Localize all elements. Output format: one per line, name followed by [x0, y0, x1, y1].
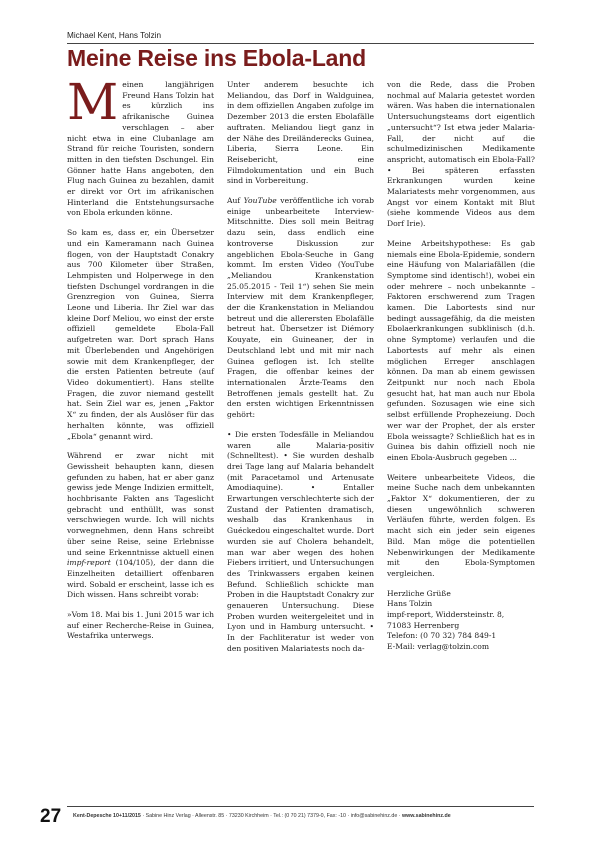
signature-line: 71083 Herrenberg: [387, 620, 460, 630]
dropcap: M: [67, 73, 119, 131]
quote-start-paragraph: »Vom 18. Mai bis 1. Juni 2015 war ich auf einer Recherche-Reise in Guinea, Westafrika unterwegs.: [67, 610, 214, 641]
column-1: [67, 73, 214, 651]
signature-line: Telefon: (0 70 32) 784 849-1: [387, 631, 497, 641]
paragraph: So kam es, dass er, ein Übersetzer und ein Kameramann nach Guinea flogen, von der Hauptstadt Conakry aus 700 Kilometer über Straßen, Lehmpisten und Holperwege in den tiefsten Dschungel vordrangen in die Grenzregion von Guinea, Sierra Leone und Liberia. Ihr Ziel war das kleine Dorf Meliou, wo einst der erste offiziell gemeldete Ebola-Fall aufgetreten war. Dort sprach Hans mit Überlebenden und Angehörigen sowie mit dem Krankenpfleger, der die ersten Patienten betreute (auf Video dokumentiert). Hans stellte Fragen, die zuvor niemand gestellt hat. Sein Ziel war es, jenen „Faktor X“ zu finden, der als Auslöser für das herhalten könnte, was offiziell „Ebola“ genannt wird.: [67, 228, 214, 441]
signature-line: E-Mail: verlag@tolzin.com: [387, 642, 490, 652]
footer-line: [73, 813, 451, 819]
publication-name: impf-report: [67, 558, 111, 568]
youtube-name: YouTube: [243, 196, 277, 206]
signature-block: [387, 589, 535, 653]
header-rule: [67, 43, 534, 44]
column-2: [227, 80, 374, 664]
column-3: [387, 80, 535, 653]
signature-line: Herzliche Grüße: [387, 588, 451, 598]
article-title: Meine Reise ins Ebola-Land: [67, 45, 366, 71]
signature-line: Hans Tolzin: [387, 599, 433, 609]
findings-paragraph: • Die ersten Todesfälle in Meliandou waren alle Malaria-positiv (Schnelltest). • Sie wurden deshalb drei Tage lang auf Malaria behandelt (mit Paracetamol und Artenusate Amodiaquine). • Entaller Erwartungen verschlechterte sich der Zustand der Patienten dramatisch, weshalb das Krankenhaus in Guéckedou eingeschaltet wurde. Dort wurden sie auf Cholera behandelt, man war aber wegen des hohen Fiebers irritiert, und Untersuchungen des Trinkwassers ergaben keinen Befund. Schließlich schickte man Proben in die Hauptstadt Conakry zur genaueren Untersuchung. Diese Proben wurden weitergeleitet und in Lyon und in Hamburg untersucht. • In der Fachliteratur ist weder von den positiven Malariatests noch da-: [227, 429, 374, 653]
publisher-details: · Sabine Hinz Verlag · Alleenstr. 85 · 73230 Kirchheim · Tel.: (0 70 21) 7379-0, Fax: -10 · info@sabinehinz.de ·: [140, 813, 403, 819]
page-number: 27: [40, 806, 62, 827]
authors-line: Michael Kent, Hans Tolzin: [67, 31, 162, 40]
paragraph: Auf YouTube veröffentliche ich vorab einige unbearbeitete Interview-Mitschnitte. Dies soll mein Beitrag dazu sein, dass endlich eine kontroverse Diskussion zur angeblichen Ebola-Seuche in Gang kommt. Im ersten Video (YouTube „Meliandou Krankenstation 25.05.2015 - Teil 1“) sehen Sie mein Interview mit dem Krankenpfleger, der die Krankenstation in Meliandou betreut und die allerersten Ebolafälle betreut hat. Übersetzer ist Diémory Kouyate, ein Guineaner, der in Deutschland lebt und mit mir nach Guinea geflogen ist. Ich stellte Fragen, die offenbar keines der internationalen Ärzte-Teams den Betroffenen jemals gestellt hat. Zu den ersten wichtigen Erkenntnissen gehört:: [227, 196, 374, 420]
paragraph: Während er zwar nicht mit Gewissheit behaupten kann, diesen gefunden zu haben, hat er aber ganz gewiss jede Menge Indizien ermittelt, hochbrisante Fakten ans Tageslicht gebracht und enthüllt, was sonst verschwiegen wurde. Ich will nichts vorwegnehmen, denn Hans schreibt über seine Reise, seine Erlebnisse und seine Erkenntnisse aktuell einen impf-report (104/105), der dann die Einzelheiten detailliert offenbaren wird. Sobald er erscheint, lasse ich es Dich wissen. Hans schreibt vorab:: [67, 451, 214, 600]
intro-text: einen langjährigen Freund Hans Tolzin hat es kürzlich ins afrikanische Guinea verschlagen – aber nicht etwa in eine Clubanlage am Strand für reiche Touristen, sondern mitten in den tiefsten Dschungel. Ein Gönner hatte Hans angeboten, den Flug nach Guinea zu bezahlen, damit er direkt vor Ort im afrikanischen Hinterland die Entstehungsursache von Ebola erkunden könne.: [67, 80, 214, 218]
website-link: www.sabinehinz.de: [402, 813, 451, 819]
intro-paragraph: [67, 73, 214, 219]
paragraph: Unter anderem besuchte ich Meliandou, das Dorf in Waldguinea, in dem offiziellen Angaben zufolge im Dezember 2013 die ersten Ebolafälle auftraten. Meliandou liegt ganz in der Nähe des Dreiländerecks Guinea, Liberia, Sierra Leone. Ein Reisebericht, eine Filmdokumentation und ein Buch sind in Vorbereitung.: [227, 80, 374, 186]
signature-line: impf-report, Widdersteinstr. 8,: [387, 610, 505, 620]
publication-label: Kent-Depesche 10+11/2015: [73, 813, 141, 819]
footer-rule: [67, 806, 534, 807]
paragraph: von die Rede, dass die Proben nochmal auf Malaria getestet worden wären. Was haben die internationalen Untersuchungsteams dort eigentlich „untersucht“? Ist etwa jeder Malaria-Fall, der nicht auf die schulmedizinischen Medikamente anspricht, automatisch ein Ebola-Fall? • Bei späteren erfassten Erkrankungen wurden keine Malariatests mehr vorgenommen, aus Angst vor einem Kontakt mit Blut (siehe kommende Videos aus dem Dorf Irie).: [387, 80, 535, 229]
paragraph: Weitere unbearbeitete Videos, die meine Suche nach dem unbekannten „Faktor X“ dokumentieren, der zu diesen ungewöhnlich schweren Verläufen führte, werden folgen. Es macht sich ein jeder sein eigenes Bild. Man möge die potentiellen Nebenwirkungen der Medikamente mit den Ebola-Symptomen vergleichen.: [387, 472, 535, 578]
hypothesis-paragraph: Meine Arbeitshypothese: Es gab niemals eine Ebola-Epidemie, sondern eine Häufung von Malariafällen (die Symptome sind identisch!), wobei ein oder mehrere – noch unbekannte – Faktoren erschwerend zum Tragen kamen. Die Labortests sind nur bedingt aussagefähig, da die meisten Ebolaerkrankungen subklinisch (d.h. ohne Symptome) verlaufen und die Labortests auf mehr als einen möglichen Erreger anschlagen können. Da man ab einem gewissen Zeitpunkt nur noch nach Ebola gesucht hat, hat man auch nur Ebola gefunden. Sozusagen wie eine sich selbst erfüllende Prophezeiung. Doch wer war der Prophet, der als erster Ebola weissagte? Schließlich hat es in Guinea bis dahin offiziell noch nie einen Ebola-Ausbruch gegeben ...: [387, 238, 535, 462]
